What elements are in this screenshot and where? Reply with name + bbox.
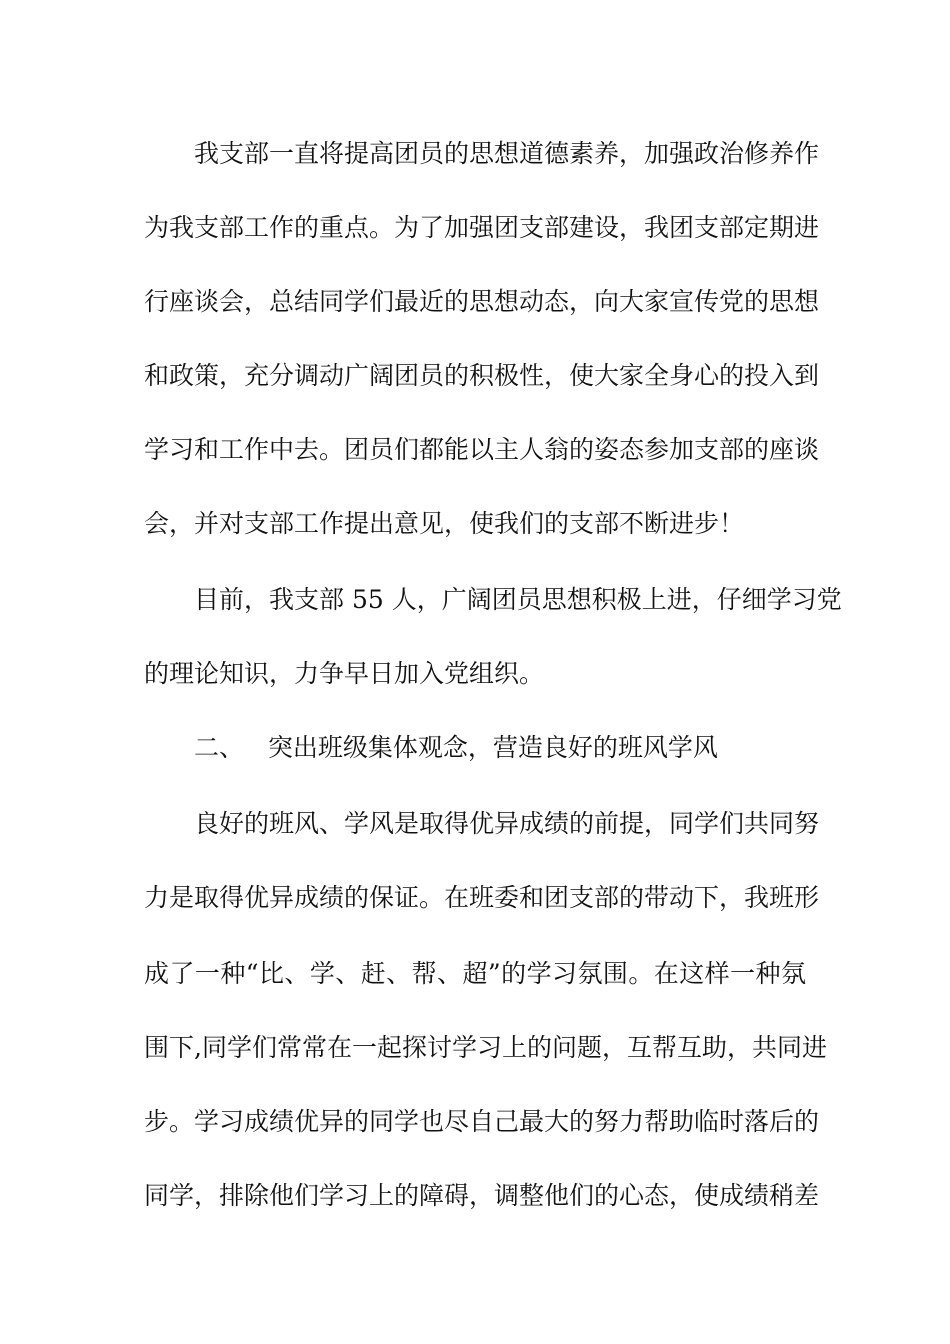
paragraph-1-line-4: 和政策，充分调动广阔团员的积极性，使大家全身心的投入到	[144, 361, 820, 390]
paragraph-3-line-4: 围下,同学们常常在一起探讨学习上的问题，互帮互助，共同进	[144, 1033, 827, 1062]
paragraph-2-line-1: 目前，我支部 55 人，广阔团员思想积极上进，仔细学习党	[194, 585, 842, 614]
paragraph-3-line-5: 步。学习成绩优异的同学也尽自己最大的努力帮助临时落后的	[144, 1107, 820, 1136]
paragraph-1-line-6: 会，并对支部工作提出意见，使我们的支部不断进步！	[144, 509, 745, 538]
paragraph-1-line-1: 我支部一直将提高团员的思想道德素养，加强政治修养作	[194, 139, 820, 168]
paragraph-3-line-3: 成了一种“比、学、赶、帮、超”的学习氛围。在这样一种氛	[144, 959, 806, 988]
paragraph-1-line-5: 学习和工作中去。团员们都能以主人翁的姿态参加支部的座谈	[144, 435, 820, 464]
section-heading: 二、 突出班级集体观念，营造良好的班风学风	[194, 733, 718, 762]
paragraph-1-line-3: 行座谈会，总结同学们最近的思想动态，向大家宣传党的思想	[144, 287, 820, 316]
paragraph-1-line-2: 为我支部工作的重点。为了加强团支部建设，我团支部定期进	[144, 213, 820, 242]
paragraph-3-line-6: 同学，排除他们学习上的障碍，调整他们的心态，使成绩稍差	[144, 1181, 820, 1210]
paragraph-3-line-2: 力是取得优异成绩的保证。在班委和团支部的带动下，我班形	[144, 883, 820, 912]
paragraph-3-line-1: 良好的班风、学风是取得优异成绩的前提，同学们共同努	[194, 809, 820, 838]
paragraph-2-line-2: 的理论知识，力争早日加入党组织。	[144, 659, 545, 688]
